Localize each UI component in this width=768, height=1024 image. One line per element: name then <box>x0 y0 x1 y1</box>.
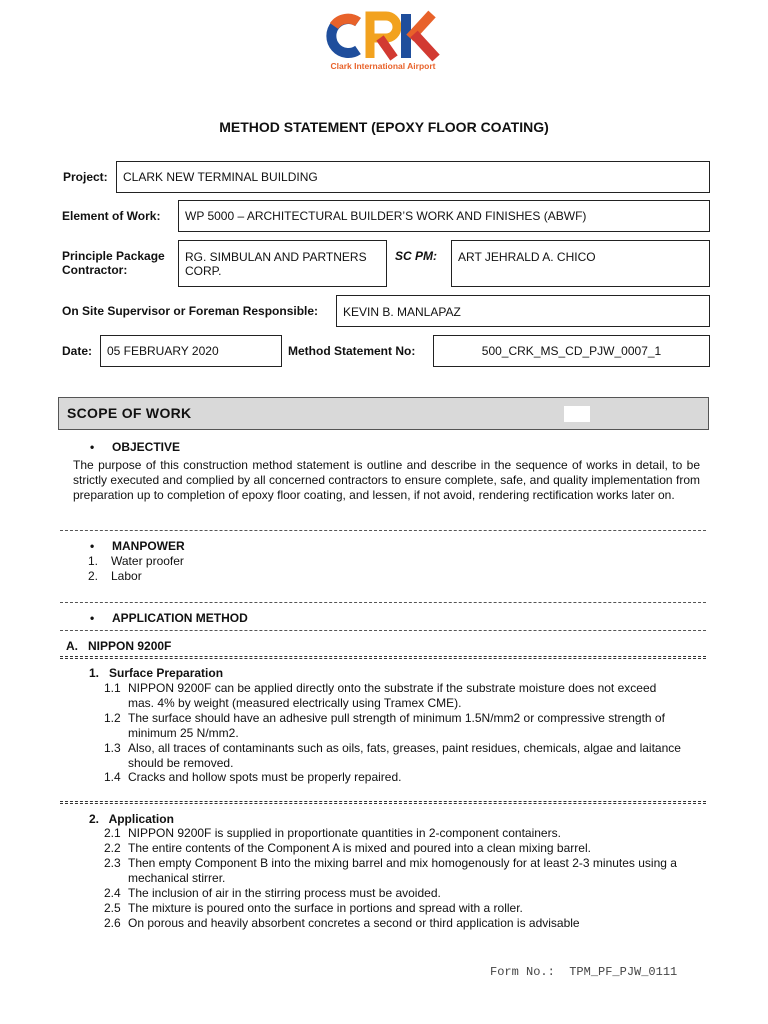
item-number: 1.4 <box>104 770 121 784</box>
item-text-cont: should be removed. <box>128 755 234 770</box>
item-text: The inclusion of air in the stirring process must be avoided. <box>128 886 441 900</box>
item-text: NIPPON 9200F can be applied directly onto the substrate if the substrate moisture does not exceed <box>128 681 657 695</box>
bullet-icon: • <box>90 611 95 625</box>
divider <box>60 530 706 531</box>
item-text: Then empty Component B into the mixing barrel and mix homogenously for at least 2-3 minutes using a <box>128 856 677 870</box>
form-number: Form No.: TPM_PF_PJW_0111 <box>490 965 678 979</box>
list-item <box>104 826 561 841</box>
principle-label-line1: Principle Package <box>62 249 165 263</box>
project-value: CLARK NEW TERMINAL BUILDING <box>123 170 318 184</box>
list-item <box>104 741 681 770</box>
principle-label-line2: Contractor: <box>62 263 128 277</box>
crk-logo-graphic <box>318 8 448 64</box>
supervisor-label: On Site Supervisor or Foreman Responsible: <box>62 304 319 318</box>
scpm-label: SC PM: <box>395 249 437 263</box>
principle-field <box>178 240 387 287</box>
manpower-list <box>88 554 184 584</box>
date-label: Date: <box>62 344 93 358</box>
element-label: Element of Work: <box>62 209 161 223</box>
item-text-cont: mas. 4% by weight (measured electrically using Tramex CME). <box>128 695 462 710</box>
item-number: 2.1 <box>104 826 121 840</box>
section-a-heading: A. NIPPON 9200F <box>66 639 172 653</box>
list-item <box>104 681 656 710</box>
date-field <box>100 335 282 367</box>
list-item: 2. Labor <box>88 569 142 583</box>
application-sub-heading: 2. Application <box>89 812 174 826</box>
application-heading-row <box>90 611 248 625</box>
item-text: The mixture is poured onto the surface in portions and spread with a roller. <box>128 901 523 915</box>
item-number: 2.6 <box>104 916 121 930</box>
logo-subtitle: Clark International Airport <box>330 61 436 71</box>
element-field <box>178 200 710 232</box>
project-label: Project: <box>63 170 108 184</box>
bullet-icon: • <box>90 440 95 454</box>
manpower-item-2: Labor <box>111 569 142 583</box>
ms-no-value: 500_CRK_MS_CD_PJW_0007_1 <box>481 344 662 358</box>
application-heading: APPLICATION METHOD <box>112 611 248 625</box>
principle-value-line2: CORP. <box>185 264 222 278</box>
divider-double <box>60 801 706 804</box>
item-number: 2.4 <box>104 886 121 900</box>
date-value: 05 FEBRUARY 2020 <box>107 344 219 358</box>
list-item <box>104 856 677 885</box>
list-item: 1. Water proofer <box>88 554 184 568</box>
list-item <box>104 841 591 856</box>
item-text: Cracks and hollow spots must be properly repaired. <box>128 770 402 784</box>
item-number: 1.2 <box>104 711 121 725</box>
divider <box>60 630 706 631</box>
objective-text: The purpose of this construction method statement is outline and describe in the sequence of works in detail, to be strictly executed and complied by all concerned contractors to ensure complete, safe, and quality implementation from preparation up to completion of epoxy floor coating, and lessen, if not avoid, rendering rectification works later on. <box>73 458 700 502</box>
manpower-heading-row <box>90 539 185 553</box>
list-item <box>104 886 441 901</box>
principle-label <box>62 249 165 277</box>
item-number: 2.2 <box>104 841 121 855</box>
scope-blank-cell <box>564 406 590 422</box>
project-field <box>116 161 710 193</box>
objective-heading-row <box>90 440 180 454</box>
item-number: 2.5 <box>104 901 121 915</box>
item-text: On porous and heavily absorbent concretes a second or third application is advisable <box>128 916 580 930</box>
divider <box>60 602 706 603</box>
bullet-icon: • <box>90 539 95 553</box>
list-item <box>104 901 523 916</box>
scope-heading: SCOPE OF WORK <box>67 405 192 421</box>
item-text-cont: minimum 25 N/mm2. <box>128 725 239 740</box>
list-item <box>104 916 580 931</box>
item-number: 1.1 <box>104 681 121 695</box>
scpm-field <box>451 240 710 287</box>
ms-no-field <box>433 335 710 367</box>
element-value: WP 5000 – ARCHITECTURAL BUILDER’S WORK AND FINISHES (ABWF) <box>185 209 587 223</box>
item-text: NIPPON 9200F is supplied in proportionate quantities in 2-component containers. <box>128 826 561 840</box>
divider-double <box>60 656 706 659</box>
manpower-item-1: Water proofer <box>111 554 184 568</box>
item-text: Also, all traces of contaminants such as oils, fats, greases, paint residues, chemicals, algae and laitance <box>128 741 681 755</box>
supervisor-value: KEVIN B. MANLAPAZ <box>343 305 461 319</box>
supervisor-field <box>336 295 710 327</box>
surface-prep-heading: 1. Surface Preparation <box>89 666 224 680</box>
principle-value-line1: RG. SIMBULAN AND PARTNERS <box>185 250 367 264</box>
scpm-value: ART JEHRALD A. CHICO <box>458 250 596 264</box>
item-text-cont: mechanical stirrer. <box>128 870 226 885</box>
document-title: METHOD STATEMENT (EPOXY FLOOR COATING) <box>219 119 549 135</box>
scope-header <box>58 397 709 430</box>
item-number: 2.3 <box>104 856 121 870</box>
item-number: 1.3 <box>104 741 121 755</box>
list-item <box>104 711 665 740</box>
manpower-heading: MANPOWER <box>112 539 185 553</box>
item-text: The entire contents of the Component A is mixed and poured into a clean mixing barrel. <box>128 841 591 855</box>
ms-no-label: Method Statement No: <box>288 344 416 358</box>
item-text: The surface should have an adhesive pull strength of minimum 1.5N/mm2 or compressive strength of <box>128 711 665 725</box>
list-item <box>104 770 401 785</box>
objective-heading: OBJECTIVE <box>112 440 181 454</box>
